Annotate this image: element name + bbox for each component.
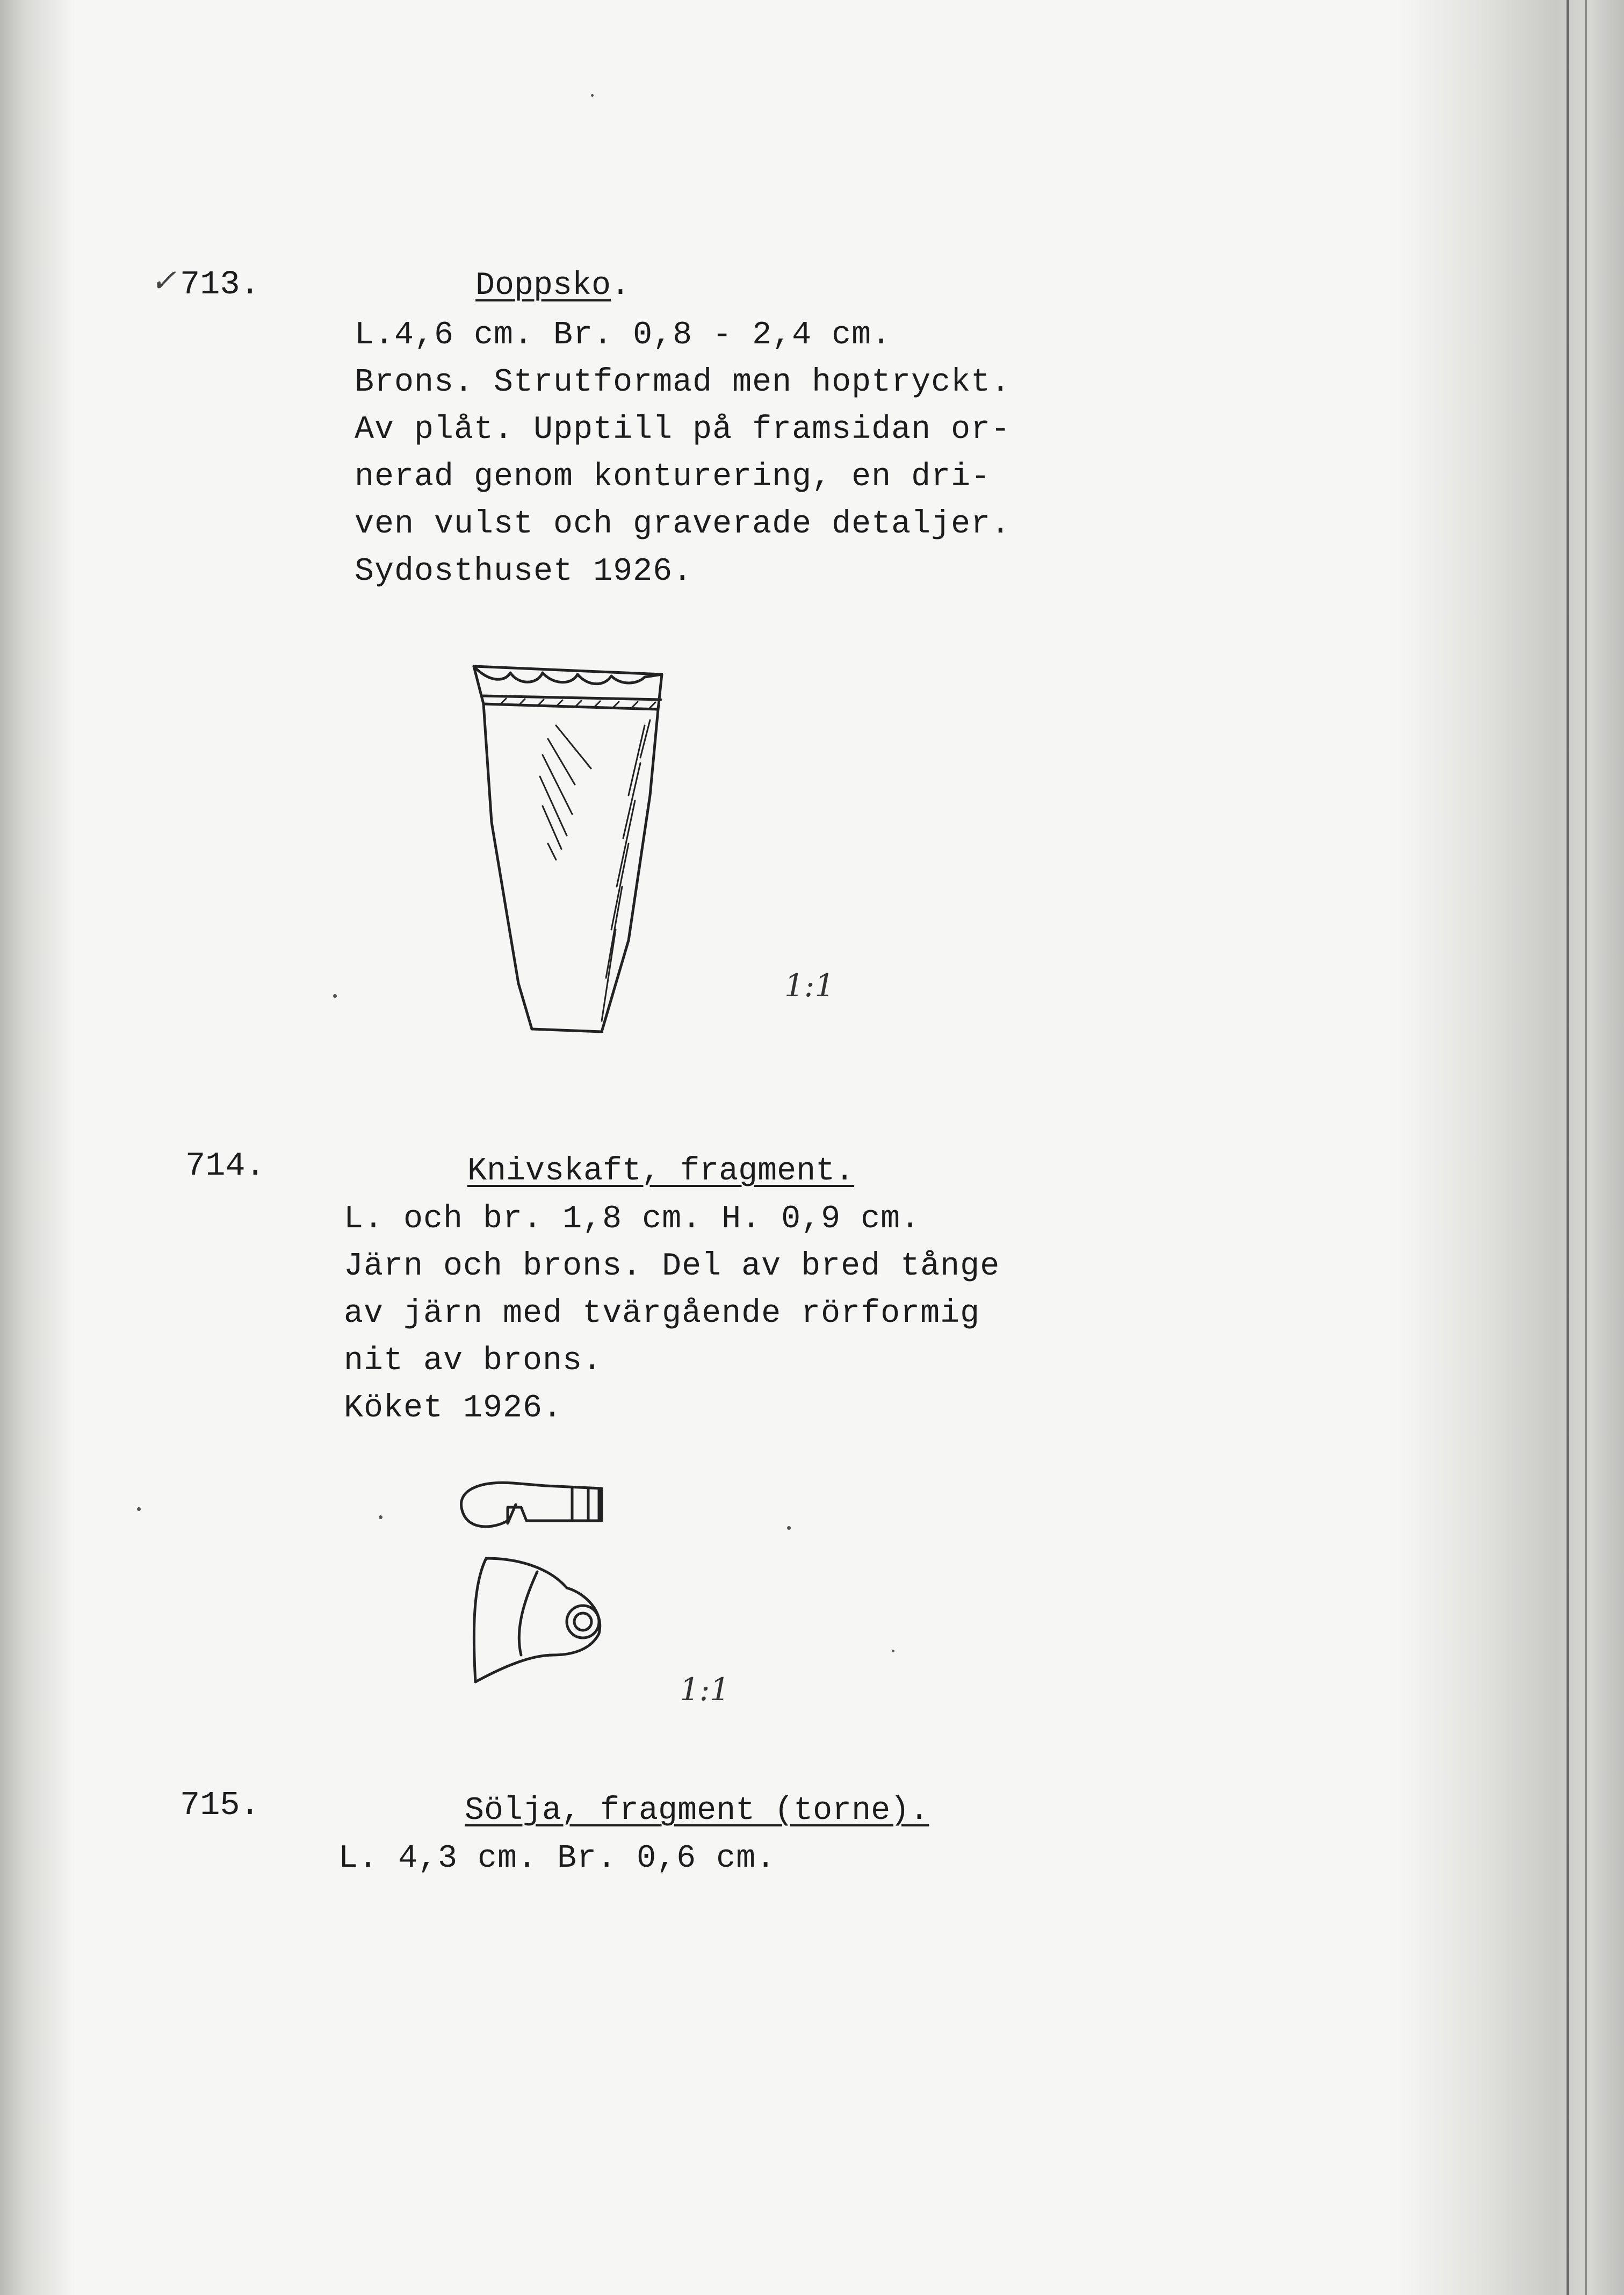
description-line: Järn och brons. Del av bred tånge (344, 1248, 1000, 1285)
entry-description (355, 312, 1011, 595)
description-line: nerad genom konturering, en dri- (355, 459, 991, 495)
dust-speck (591, 94, 594, 97)
description-line: Sydosthuset 1926. (355, 553, 693, 590)
entry-title: Knivskaft, fragment. (467, 1153, 855, 1190)
entry-number: 713. (180, 265, 260, 304)
entry-title: Sölja, fragment (torne). (465, 1793, 929, 1829)
description-line: Brons. Strutformad men hoptryckt. (355, 364, 1011, 401)
entry-description (338, 1835, 776, 1882)
scan-shadow-right (1397, 0, 1624, 2295)
entry-title: Doppsko. (475, 268, 631, 304)
entry-number: 714. (185, 1147, 265, 1185)
description-line: Av plåt. Upptill på framsidan or- (355, 412, 1011, 448)
description-line: L. och br. 1,8 cm. H. 0,9 cm. (344, 1201, 921, 1238)
dust-speck (892, 1650, 894, 1652)
binder-edge-line (1585, 0, 1587, 2295)
description-line: Köket 1926. (344, 1390, 563, 1427)
knivskaft-sketch-icon (457, 1478, 629, 1703)
description-line: L. 4,3 cm. Br. 0,6 cm. (338, 1840, 776, 1877)
scan-shadow-left (0, 0, 75, 2295)
check-mark: ✓ (150, 262, 177, 299)
dust-speck (137, 1507, 141, 1511)
description-line: nit av brons. (344, 1343, 603, 1379)
description-line: L.4,6 cm. Br. 0,8 - 2,4 cm. (355, 317, 892, 354)
dust-speck (333, 994, 337, 998)
entry-description (344, 1196, 1000, 1432)
scale-label: 1:1 (680, 1671, 730, 1708)
binder-edge-line (1567, 0, 1569, 2295)
description-line: av järn med tvärgående rörformig (344, 1296, 980, 1332)
doppsko-sketch-icon (467, 661, 672, 1042)
description-line: ven vulst och graverade detaljer. (355, 506, 1011, 543)
dust-speck (787, 1526, 791, 1530)
entry-number: 715. (180, 1786, 260, 1824)
scale-label: 1:1 (784, 967, 835, 1004)
dust-speck (379, 1515, 382, 1519)
